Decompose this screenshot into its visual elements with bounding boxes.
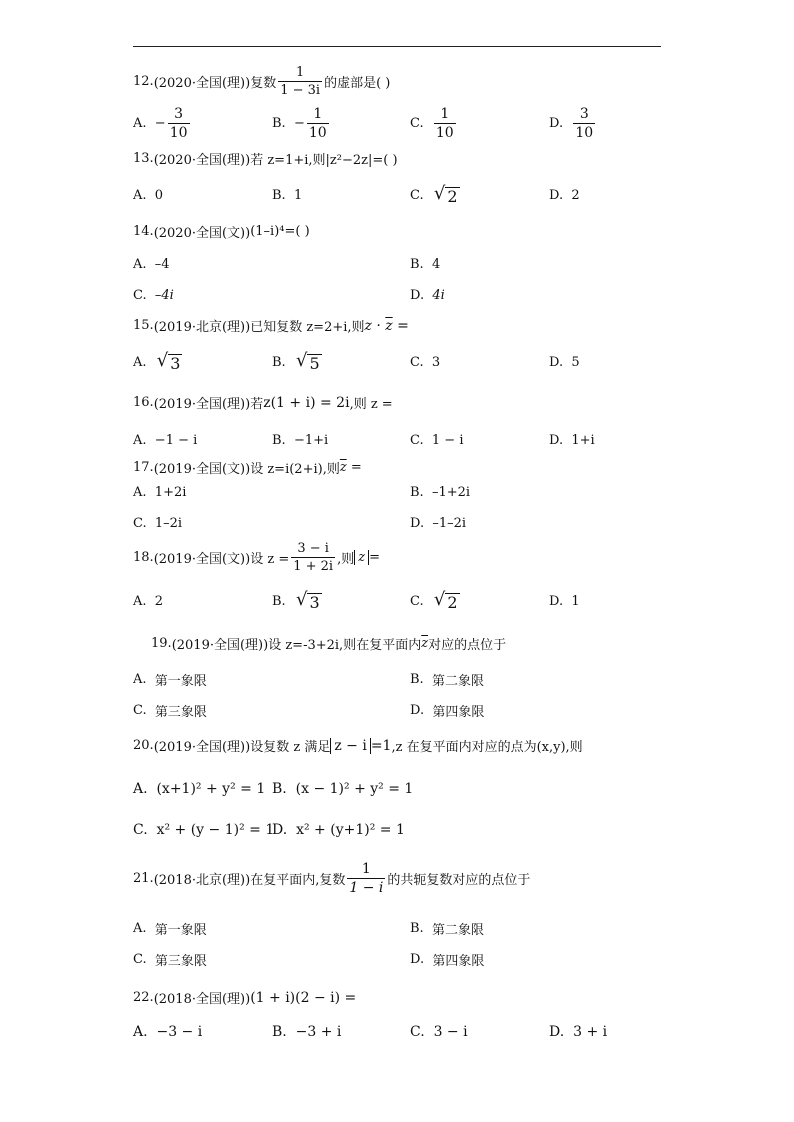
option-d[interactable]: D. 3 + i: [549, 1024, 608, 1040]
option-a[interactable]: A. √ 3: [133, 349, 181, 373]
option-d[interactable]: D. $\frac{3}{10}$: [549, 105, 594, 141]
options-17-row1: [133, 477, 693, 507]
option-c[interactable]: C. x² + (y − 1)² = 1: [133, 822, 275, 838]
option-d[interactable]: D. x² + (y+1)² = 1: [272, 822, 405, 838]
fraction: $\frac{3 - i}{1 + 2i}$: [293, 541, 334, 574]
option-c[interactable]: C. $\frac{1}{10}$: [410, 105, 454, 141]
option-a[interactable]: A. −1 − i: [133, 432, 198, 448]
option-c[interactable]: C. √ 2: [410, 182, 458, 206]
question-12: [133, 66, 390, 97]
option-b[interactable]: B. 第二象限: [410, 671, 484, 689]
question-text: 的虚部是( ): [324, 76, 391, 91]
option-c[interactable]: C. 第三象限: [133, 702, 207, 720]
question-19: 19. (2019·全国(理)) 设 z=-3+2i,则在复平面内 $\overline{z}$ 对应的点位于: [151, 636, 507, 653]
header-rule: [133, 46, 661, 47]
fraction: $\frac{1}{1 - 3i}$: [280, 65, 321, 98]
options-14-row1: [133, 249, 693, 279]
option-b[interactable]: B. 1: [272, 187, 303, 203]
option-a[interactable]: A. 1+2i: [133, 484, 187, 500]
question-17: 17. (2019·全国(文)) 设 z=i(2+i),则 $\overline{z}$ =: [133, 460, 362, 477]
options-22: [133, 1017, 693, 1047]
option-b[interactable]: B. (x − 1)² + y² = 1: [272, 781, 414, 797]
option-d[interactable]: D. –1–2i: [410, 515, 467, 531]
option-a[interactable]: A. (x+1)² + y² = 1: [133, 781, 266, 797]
option-d[interactable]: D. 2: [549, 187, 580, 203]
option-c[interactable]: C. 1 − i: [410, 432, 464, 448]
option-d[interactable]: D. 第四象限: [410, 702, 485, 720]
option-c[interactable]: C. 第三象限: [133, 951, 207, 969]
question-number: 12.: [133, 74, 154, 89]
option-c[interactable]: C. 3: [410, 354, 441, 370]
question-14: 14. (2020·全国(文)) (1–i)⁴=( ): [133, 224, 310, 241]
option-b[interactable]: B. −3 + i: [272, 1024, 342, 1040]
option-d[interactable]: D. 1: [549, 593, 580, 609]
option-c[interactable]: C. √ 2: [410, 588, 458, 612]
question-source: (2020·全国(理)): [153, 76, 251, 91]
question-22: 22. (2018·全国(理)) (1 + i)(2 − i) =: [133, 989, 357, 1007]
option-a[interactable]: A. 2: [133, 593, 164, 609]
options-17-row2: [133, 508, 693, 538]
option-c[interactable]: C. –4i: [133, 287, 174, 303]
option-a[interactable]: A. 0: [133, 187, 164, 203]
options-20-row2: [133, 815, 693, 845]
options-15: [133, 347, 693, 377]
option-c[interactable]: C. 3 − i: [410, 1024, 468, 1040]
option-d[interactable]: D. 1+i: [549, 432, 595, 448]
question-15: 15. (2019·北京(理)) 已知复数 z=2+i,则 $z \cdot \overline{z}$ =: [133, 317, 409, 335]
options-21-row1: [133, 913, 693, 943]
fraction: $\frac{1}{1 - i}$: [349, 861, 384, 896]
options-13: [133, 180, 693, 210]
options-18: [133, 586, 693, 616]
option-a[interactable]: A. 第一象限: [133, 671, 207, 689]
option-b[interactable]: B. √ 5: [272, 349, 320, 373]
options-12: [133, 105, 693, 141]
question-18: 18. (2019·全国(文)) 设 z = $\frac{3 - i}{1 + 2i}$ ,则 z =: [133, 541, 380, 574]
question-20: 20. (2019·全国(理)) 设复数 z 满足 z − i =1 ,z 在复平面内对应的点为(x,y),则: [133, 737, 583, 755]
option-a[interactable]: A. –4: [133, 256, 170, 272]
option-b[interactable]: B. 第二象限: [410, 920, 484, 938]
option-d[interactable]: D. 第四象限: [410, 951, 485, 969]
option-a[interactable]: A. −3 − i: [133, 1024, 203, 1040]
option-b[interactable]: B. −1+i: [272, 432, 329, 448]
option-d[interactable]: D. 5: [549, 354, 580, 370]
option-a[interactable]: A. 第一象限: [133, 920, 207, 938]
options-16: [133, 425, 693, 455]
option-a[interactable]: A. − $\frac{3}{10}$: [133, 105, 188, 141]
option-d[interactable]: D. 4i: [410, 287, 445, 303]
question-21: 21. (2018·北京(理)) 在复平面内,复数 $\frac{1}{1 - i}$ 的共轭复数对应的点位于: [133, 861, 531, 896]
options-19-row2: [133, 695, 693, 725]
options-21-row2: [133, 944, 693, 974]
options-19-row1: [133, 664, 693, 694]
option-c[interactable]: C. 1–2i: [133, 515, 183, 531]
question-13: 13. (2020·全国(理)) 若 z=1+i,则|z²−2z|=( ): [133, 151, 398, 168]
option-b[interactable]: B. √ 3: [272, 588, 320, 612]
question-16: 16. (2019·全国(理)) 若 z(1 + i) = 2i ,则 z =: [133, 394, 393, 412]
question-text: 复数: [250, 76, 277, 91]
option-b[interactable]: B. 4: [410, 256, 441, 272]
option-b[interactable]: B. − $\frac{1}{10}$: [272, 105, 327, 141]
options-20-row1: [133, 774, 693, 804]
options-14-row2: [133, 280, 693, 310]
option-b[interactable]: B. –1+2i: [410, 484, 471, 500]
